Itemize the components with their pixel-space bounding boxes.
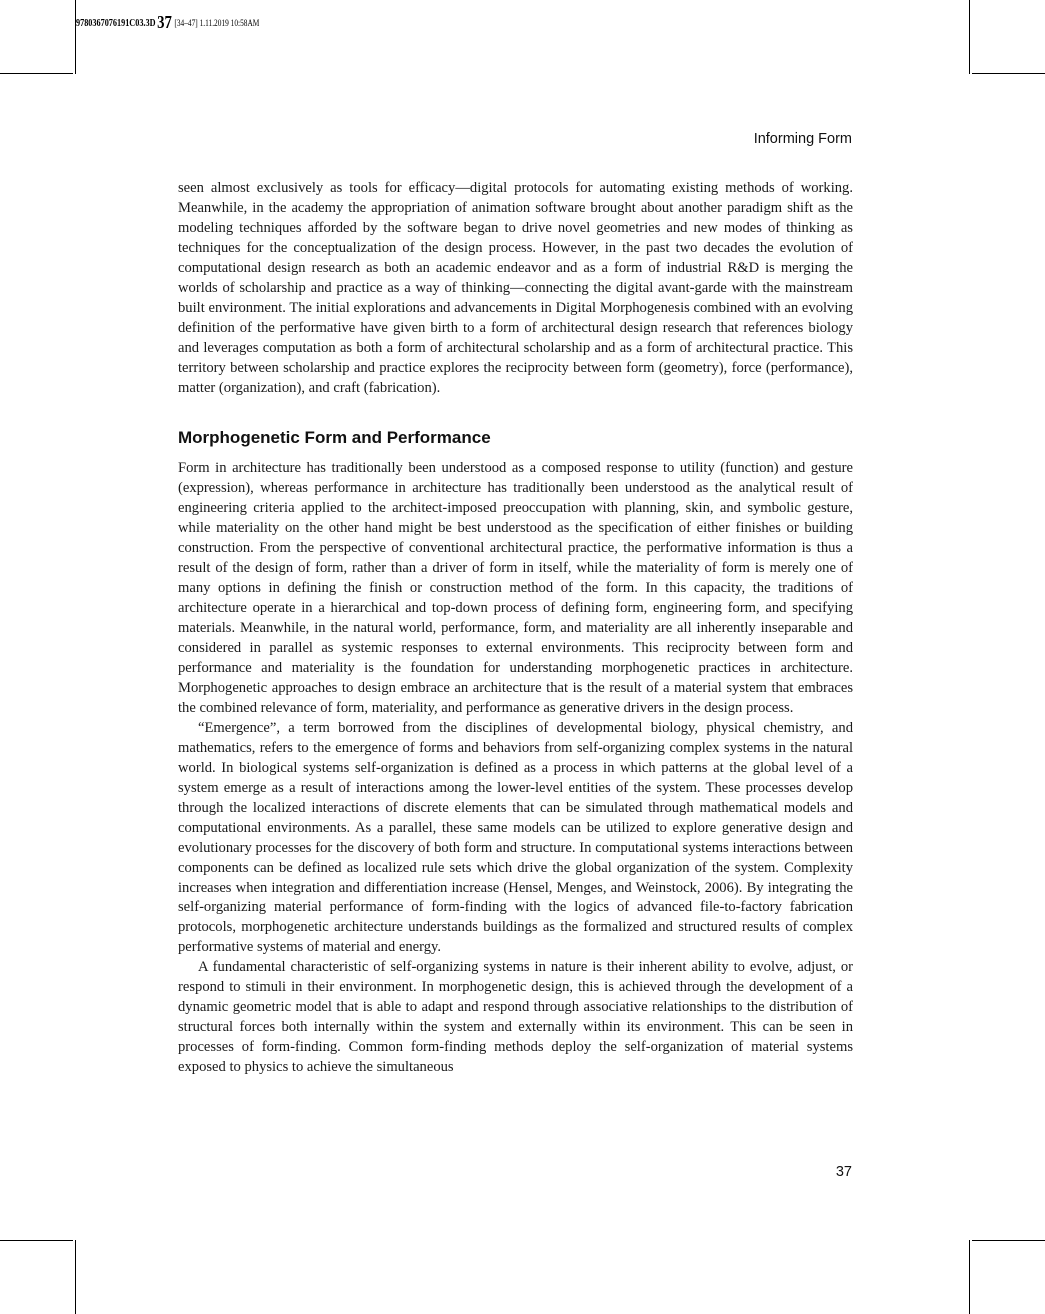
paragraph: Form in architecture has traditionally been understood as a composed response to utility (function) and gesture (expression), whereas performance in architecture has traditionally been understood as the analytical result of engineering criteria applied to the architect-imposed preoccupation with planning, skin, and symbolic gesture, while materiality on the other hand might be best understood as the specification of either finishes or building construction. From the perspective of conventional architectural practice, the performative information is thus a result of the design of form, rather than a driver of form in itself, while the materiality of form is merely one of many options in defining the finish or construction method of the form. In this capacity, the traditions of architecture operate in a hierarchical and top-down process of defining form, engineering form, and specifying materials. Meanwhile, in the natural world, performance, form, and materiality are all inherently inseparable and considered in parallel as systemic responses to external environments. This reciprocity between form and performance and materiality is the foundation for understanding morphogenetic practices in architecture. Morphogenetic approaches to design embrace an architecture that is the result of a material system that embraces the combined relevance of form, materiality, and performance as generative drivers in the design process.	[178, 460, 853, 716]
page-number: 37	[835, 1164, 852, 1180]
crop-mark	[972, 1240, 1045, 1241]
section-heading: Morphogenetic Form and Performance	[178, 428, 491, 448]
printer-slug	[76, 12, 259, 33]
slug-code: 9780367076191C03.3D	[76, 18, 156, 29]
crop-mark	[75, 1240, 76, 1314]
running-head: Informing Form	[753, 131, 852, 147]
paragraph-continuation: seen almost exclusively as tools for efficacy—digital protocols for automating existing methods of working. Meanwhile, in the academy the appropriation of animation software brought about another paradigm shift as the modeling techniques afforded by the software began to drive novel geometries and new modes of thinking as techniques for the conceptualization of the design process. However, in the past two decades the evolution of computational design research as both an academic endeavor and as a form of industrial R&D is merging the worlds of scholarship and practice as a way of thinking—connecting the digital avant-garde with the mainstream built environment. The initial explorations and advancements in Digital Morphogenesis combined with an evolving definition of the performative have given birth to a form of architectural design research that references biology and leverages computation as both a form of architectural scholarship and as a form of architectural practice. This territory between scholarship and practice explores the reciprocity between form (geometry), force (performance), matter (organization), and craft (fabrication).	[178, 180, 853, 396]
crop-mark	[0, 73, 73, 74]
crop-mark	[972, 73, 1045, 74]
paragraph: “Emergence”, a term borrowed from the disciplines of developmental biology, physical chemistry, and mathematics, refers to the emergence of forms and behaviors from self-organizing complex systems in the natural world. In biological systems self-organization is defined as a process in which patterns at the global level of a system emerge as a result of interactions among the lower-level entities of the system. These processes develop through the localized interactions of discrete elements that can be simulated through mathematical models and computational environments. As a parallel, these same models can be utilized to explore generative design and evolutionary processes for the discovery of both form and structure. In computational systems interactions between components can be defined as localized rule sets which drive the global organization of the system. Complexity increases when integration and differentiation increase (Hensel, Menges, and Weinstock, 2006). By integrating the self-organizing material performance of form-finding with the logics of advanced file-to-factory fabrication protocols, morphogenetic architecture understands buildings as the formalized and structured results of complex performative systems of material and energy.	[178, 719, 853, 956]
crop-mark	[0, 1240, 73, 1241]
body-text	[178, 179, 853, 1078]
paragraph: A fundamental characteristic of self-organizing systems in nature is their inherent ability to evolve, adjust, or respond to stimuli in their environment. In morphogenetic design, this is achieved through the development of a dynamic geometric model that is able to adapt and respond through associative relationships to the distribution of structural forces both internally within the system and externally within its environment. This can be seen in processes of form-finding. Common form-finding methods deploy the self-organization of material systems exposed to physics to achieve the simultaneous	[178, 959, 853, 1076]
slug-info: [34–47] 1.11.2019 10:58AM	[174, 18, 260, 28]
slug-page-number: 37	[157, 12, 172, 32]
crop-mark	[969, 1240, 970, 1314]
crop-mark	[969, 0, 970, 74]
